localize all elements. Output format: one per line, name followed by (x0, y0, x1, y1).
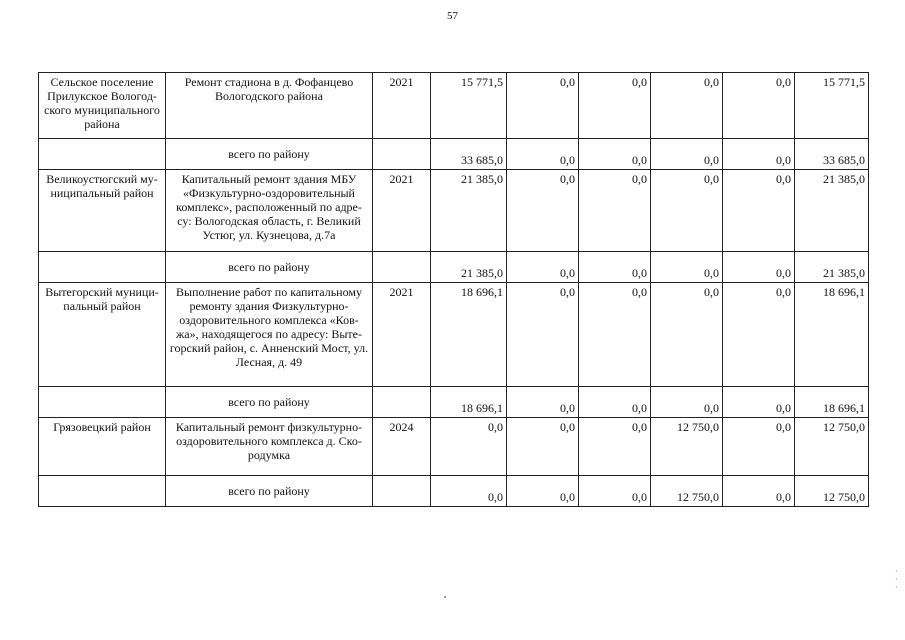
value-cell: 33 685,0 (795, 139, 869, 170)
value-cell: 21 385,0 (431, 170, 507, 252)
value-cell: 21 385,0 (795, 170, 869, 252)
value-cell: 0,0 (723, 252, 795, 283)
table-row (39, 418, 869, 476)
value-cell: 0,0 (507, 476, 579, 507)
scan-speck (444, 596, 446, 598)
value-cell: 0,0 (723, 476, 795, 507)
year-cell (373, 387, 431, 418)
region-cell: Вытегорский муници-пальный район (39, 283, 166, 387)
value-cell: 0,0 (723, 418, 795, 476)
region-cell (39, 139, 166, 170)
value-cell: 12 750,0 (651, 476, 723, 507)
value-cell: 18 696,1 (795, 387, 869, 418)
region-cell: Великоустюгский му-ниципальный район (39, 170, 166, 252)
scan-marks: · · · (895, 567, 898, 592)
table-row-total (39, 476, 869, 507)
table-row-total (39, 139, 869, 170)
value-cell: 0,0 (651, 73, 723, 139)
value-cell: 21 385,0 (431, 252, 507, 283)
value-cell: 0,0 (579, 252, 651, 283)
region-cell: Грязовецкий район (39, 418, 166, 476)
table-row (39, 283, 869, 387)
value-cell: 0,0 (507, 73, 579, 139)
value-cell: 12 750,0 (795, 418, 869, 476)
year-cell: 2021 (373, 73, 431, 139)
value-cell: 15 771,5 (431, 73, 507, 139)
table-row-total (39, 387, 869, 418)
value-cell: 0,0 (579, 476, 651, 507)
value-cell: 0,0 (507, 170, 579, 252)
value-cell: 0,0 (723, 283, 795, 387)
value-cell: 0,0 (507, 418, 579, 476)
value-cell: 0,0 (651, 252, 723, 283)
value-cell: 0,0 (431, 418, 507, 476)
description-cell: всего по району (166, 387, 373, 418)
value-cell: 0,0 (579, 170, 651, 252)
value-cell: 18 696,1 (431, 283, 507, 387)
value-cell: 12 750,0 (651, 418, 723, 476)
table-row (39, 73, 869, 139)
value-cell: 0,0 (723, 387, 795, 418)
table-row-total (39, 252, 869, 283)
page-number: 57 (447, 10, 458, 22)
value-cell: 0,0 (431, 476, 507, 507)
year-cell (373, 139, 431, 170)
value-cell: 0,0 (723, 73, 795, 139)
value-cell: 0,0 (651, 283, 723, 387)
value-cell: 0,0 (579, 139, 651, 170)
value-cell: 12 750,0 (795, 476, 869, 507)
value-cell: 0,0 (507, 252, 579, 283)
value-cell: 0,0 (651, 139, 723, 170)
description-cell: всего по району (166, 252, 373, 283)
value-cell: 33 685,0 (431, 139, 507, 170)
year-cell (373, 252, 431, 283)
value-cell: 0,0 (507, 283, 579, 387)
value-cell: 0,0 (651, 387, 723, 418)
value-cell: 18 696,1 (795, 283, 869, 387)
description-cell: Капитальный ремонт физкультурно-оздоровительного комплекса д. Ско-родумка (166, 418, 373, 476)
value-cell: 0,0 (579, 283, 651, 387)
value-cell: 0,0 (507, 139, 579, 170)
value-cell: 0,0 (579, 418, 651, 476)
description-cell: Ремонт стадиона в д. Фофанцево Вологодского района (166, 73, 373, 139)
value-cell: 0,0 (579, 73, 651, 139)
year-cell: 2024 (373, 418, 431, 476)
description-cell: Капитальный ремонт здания МБУ «Физкультурно-оздоровительный комплекс», расположенный по адре-су: Вологодская область, г. Великий Устюг, ул. Кузнецова, д.7а (166, 170, 373, 252)
description-cell: всего по району (166, 476, 373, 507)
year-cell (373, 476, 431, 507)
region-cell (39, 476, 166, 507)
value-cell: 0,0 (507, 387, 579, 418)
value-cell: 0,0 (723, 170, 795, 252)
value-cell: 0,0 (723, 139, 795, 170)
value-cell: 0,0 (579, 387, 651, 418)
year-cell: 2021 (373, 283, 431, 387)
value-cell: 18 696,1 (431, 387, 507, 418)
description-cell: Выполнение работ по капитальному ремонту здания Физкультурно-оздоровительного комплекса «Ков-жа», находящегося по адресу: Выте-горский район, с. Анненский Мост, ул. Лесная, д. 49 (166, 283, 373, 387)
budget-table (38, 72, 869, 507)
value-cell: 0,0 (651, 170, 723, 252)
value-cell: 15 771,5 (795, 73, 869, 139)
description-cell: всего по району (166, 139, 373, 170)
region-cell: Сельское поселение Прилукское Вологод-ского муниципального района (39, 73, 166, 139)
year-cell: 2021 (373, 170, 431, 252)
region-cell (39, 387, 166, 418)
table-row (39, 170, 869, 252)
table-body (39, 73, 869, 507)
region-cell (39, 252, 166, 283)
value-cell: 21 385,0 (795, 252, 869, 283)
